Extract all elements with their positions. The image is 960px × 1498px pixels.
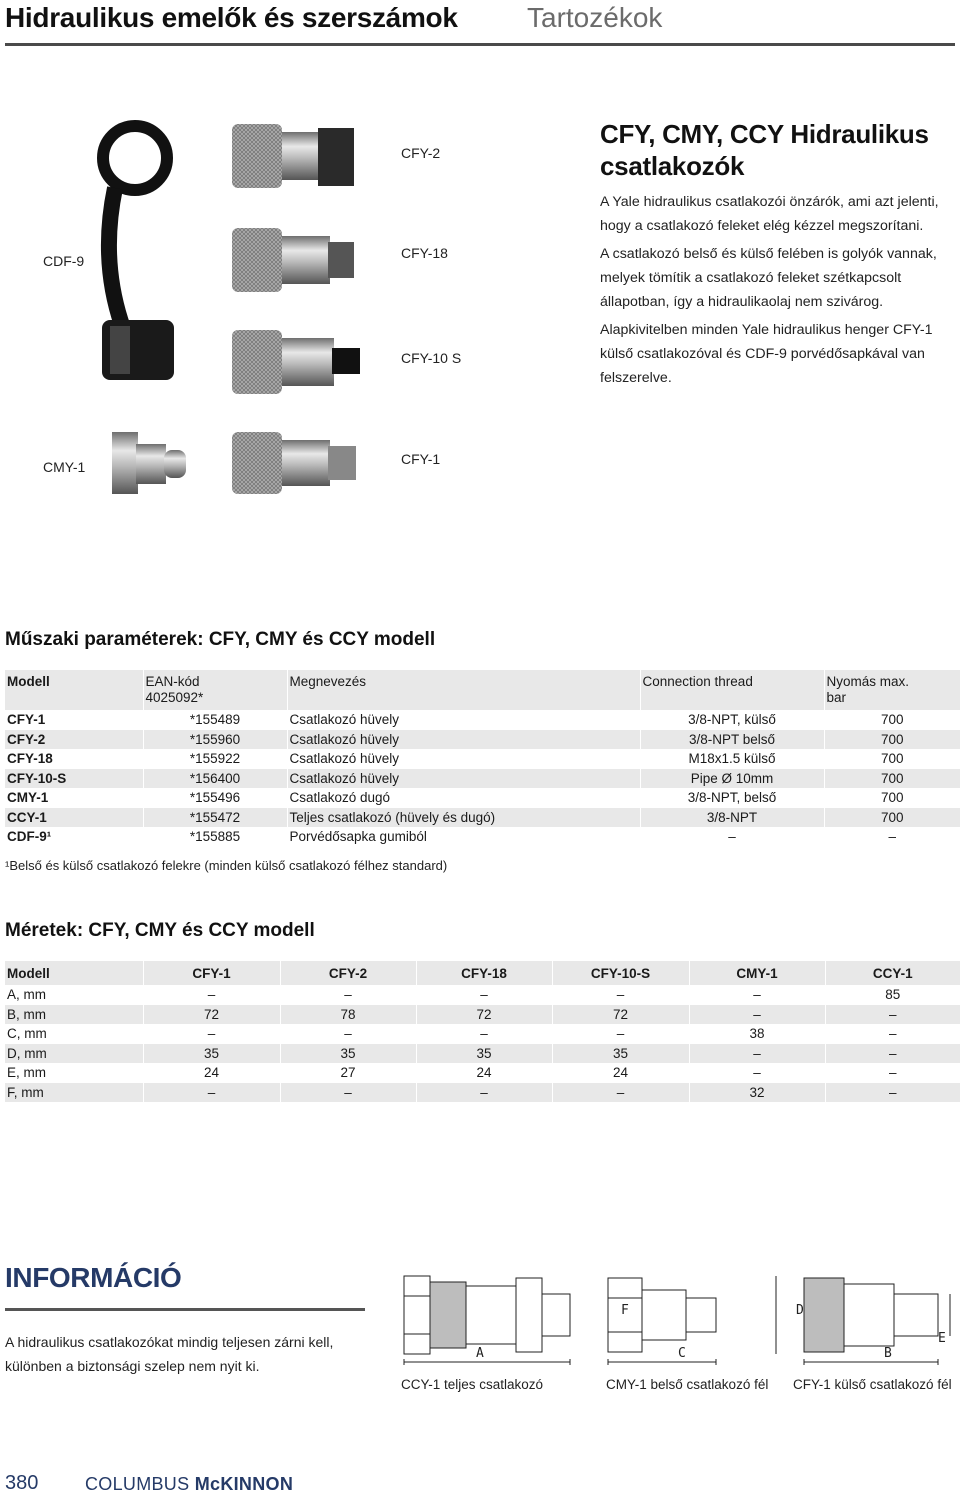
spec-cell-name: Csatlakozó hüvely [287, 710, 640, 730]
brand-part-2: McKINNON [194, 1474, 294, 1494]
spec-cell-pressure: 700 [824, 788, 960, 808]
spec-cell-model: CCY-1 [5, 808, 143, 828]
dim-table-title: Méretek: CFY, CMY és CCY modell [5, 920, 315, 941]
dim-table-header-row [5, 961, 960, 985]
dim-cell: – [825, 1024, 960, 1044]
spec-table-title: Műszaki paraméterek: CFY, CMY és CCY modell [5, 629, 436, 650]
label-cdf9: CDF-9 [43, 253, 85, 269]
brand-logo [85, 1474, 293, 1495]
spec-table-row [5, 769, 960, 789]
dim-table [5, 961, 960, 1102]
col-header-thread: Connection thread [640, 670, 824, 710]
dim-table-row [5, 1063, 960, 1083]
spec-table-row [5, 730, 960, 750]
dim-col-header: CFY-18 [416, 961, 552, 985]
dim-cell: D, mm [5, 1044, 143, 1064]
spec-cell-thread: – [640, 827, 824, 847]
cfy1-coupler-image [232, 432, 356, 494]
dim-col-header: CCY-1 [825, 961, 960, 985]
page-title: Hidraulikus emelők és szerszámok [5, 2, 458, 33]
spec-cell-model: CFY-10-S [5, 769, 143, 789]
dim-cell: C, mm [7, 1026, 47, 1041]
dim-cell: 72 [143, 1005, 280, 1025]
dim-cell: 32 [689, 1083, 825, 1103]
dim-cell: – [689, 985, 825, 1005]
dim-label-d: D [796, 1303, 804, 1318]
intro-paragraph-1: A Yale hidraulikus csatlakozói önzárók, ami azt jelenti, hogy a csatlakozó feleket elég kézzel megszorítani. [600, 194, 939, 234]
spec-cell-pressure: – [824, 827, 960, 847]
ccy1-drawing [404, 1276, 570, 1365]
dim-cell: – [689, 1063, 825, 1083]
spec-table-row [5, 788, 960, 808]
col-header-pressure-line2: bar [826, 690, 847, 705]
dim-cell: – [689, 1044, 825, 1064]
dim-col-header: CMY-1 [689, 961, 825, 985]
dim-cell: – [825, 1063, 960, 1083]
dim-cell: – [552, 1083, 689, 1103]
label-cfy10s: CFY-10 S [401, 350, 462, 366]
spec-cell-pressure: 700 [824, 730, 960, 750]
dim-label-e: E [938, 1331, 946, 1346]
dim-cell: 35 [416, 1044, 552, 1064]
dim-cell: E, mm [7, 1065, 46, 1080]
label-cfy1: CFY-1 [401, 451, 441, 467]
dim-table-row [5, 1005, 960, 1025]
dim-cell: 72 [416, 1005, 552, 1025]
spec-footnote: ¹Belső és külső csatlakozó felekre (minden külső csatlakozó félhez standard) [5, 858, 448, 873]
col-header-ean-line2: 4025092* [145, 690, 204, 705]
dim-cell: – [143, 1024, 280, 1044]
col-header-ean [143, 670, 287, 710]
dim-cell: – [143, 1083, 280, 1103]
drawing-caption-cmy1: CMY-1 belső csatlakozó fél [606, 1377, 769, 1392]
dim-cell: – [825, 1005, 960, 1025]
spec-cell-name: Csatlakozó dugó [287, 788, 640, 808]
intro-paragraph-2: A csatlakozó belső és külső felében is golyók vannak, melyek tömítik a csatlakozó feleket szétkapcsolt állapotban, így a hidraulikaolaj nem szivárog. [600, 246, 937, 310]
spec-cell-ean: *155496 [143, 788, 287, 808]
dim-cell: – [552, 1024, 689, 1044]
spec-cell-thread: 3/8-NPT [640, 808, 824, 828]
dim-cell: – [552, 985, 689, 1005]
cfy1-drawing [776, 1276, 950, 1365]
dim-cell: 24 [552, 1063, 689, 1083]
spec-cell-pressure: 700 [824, 749, 960, 769]
cdf9-dust-cap-image [102, 126, 174, 380]
dim-cell: – [280, 1083, 416, 1103]
cfy10s-coupler-image [232, 330, 360, 394]
dim-cell: 85 [825, 985, 960, 1005]
spec-cell-thread: 3/8-NPT, belső [640, 788, 824, 808]
dim-cell: 27 [280, 1063, 416, 1083]
spec-cell-name: Porvédősapka gumiból [287, 827, 640, 847]
spec-cell-thread: 3/8-NPT belső [640, 730, 824, 750]
spec-table-row [5, 710, 960, 730]
dim-cell: 24 [416, 1063, 552, 1083]
dim-cell: 78 [280, 1005, 416, 1025]
dim-table-row [5, 1083, 960, 1103]
dim-cell: – [416, 1083, 552, 1103]
spec-table-row [5, 827, 960, 847]
dim-label-b: B [884, 1346, 892, 1361]
dim-col-header: CFY-10-S [552, 961, 689, 985]
dim-cell: – [689, 1005, 825, 1025]
dim-cell: 72 [552, 1005, 689, 1025]
dim-cell: – [280, 985, 416, 1005]
label-cfy2: CFY-2 [401, 145, 441, 161]
info-divider [5, 1308, 365, 1311]
spec-cell-name: Csatlakozó hüvely [287, 749, 640, 769]
drawing-caption-ccy1: CCY-1 teljes csatlakozó [401, 1377, 544, 1392]
spec-cell-ean: *155885 [143, 827, 287, 847]
dim-cell: – [416, 985, 552, 1005]
dim-label-c: C [678, 1346, 686, 1361]
spec-cell-model: CMY-1 [7, 790, 49, 805]
dim-cell: F, mm [5, 1083, 143, 1103]
cfy18-coupler-image [232, 228, 354, 292]
spec-cell-model: CFY-18 [7, 751, 53, 766]
dim-label-f: F [621, 1303, 629, 1318]
page-number: 380 [5, 1472, 39, 1494]
spec-cell-ean: *155922 [143, 749, 287, 769]
dim-cell: A, mm [7, 987, 46, 1002]
col-header-pressure [824, 670, 960, 710]
cmy1-nipple-image [112, 432, 186, 494]
page-header [5, 0, 955, 46]
spec-cell-name: Teljes csatlakozó (hüvely és dugó) [287, 808, 640, 828]
dim-cell: 35 [143, 1044, 280, 1064]
spec-cell-name: Csatlakozó hüvely [287, 730, 640, 750]
dim-cell: – [143, 985, 280, 1005]
spec-cell-thread: Pipe Ø 10mm [640, 769, 824, 789]
section-title: Tartozékok [527, 2, 663, 33]
dim-col-header: CFY-2 [280, 961, 416, 985]
technical-drawings [398, 1268, 960, 1378]
intro-title: CFY, CMY, CCY Hidraulikus csatlakozók [600, 119, 929, 181]
label-cmy1: CMY-1 [43, 459, 86, 475]
dim-cell: – [280, 1024, 416, 1044]
label-cfy18: CFY-18 [401, 245, 448, 261]
dim-col-header: Modell [5, 961, 143, 985]
spec-cell-ean: *155472 [143, 808, 287, 828]
drawing-caption-cfy1: CFY-1 külső csatlakozó fél [793, 1377, 952, 1392]
dim-cell: 38 [689, 1024, 825, 1044]
intro-paragraph-3: Alapkivitelben minden Yale hidraulikus henger CFY-1 külső csatlakozóval és CDF-9 porvédősapkával van felszerelve. [600, 322, 933, 386]
dim-cell: – [825, 1083, 960, 1103]
info-title: INFORMÁCIÓ [5, 1262, 182, 1293]
spec-cell-ean: *155489 [143, 710, 287, 730]
dim-cell: 24 [143, 1063, 280, 1083]
dim-table-row [5, 1044, 960, 1064]
spec-cell-pressure: 700 [824, 808, 960, 828]
info-text: A hidraulikus csatlakozókat mindig teljesen zárni kell, különben a biztonsági szelep nem nyit ki. [5, 1334, 334, 1374]
spec-table-header-row [5, 670, 960, 710]
dim-table-row [5, 985, 960, 1005]
product-photos [60, 110, 380, 500]
spec-cell-name: Csatlakozó hüvely [287, 769, 640, 789]
spec-cell-thread: M18x1.5 külső [640, 749, 824, 769]
spec-cell-pressure: 700 [824, 769, 960, 789]
spec-table-row [5, 749, 960, 769]
spec-table [5, 670, 960, 847]
dim-cell: B, mm [5, 1005, 143, 1025]
intro-section [600, 118, 960, 394]
spec-cell-ean: *156400 [143, 769, 287, 789]
dim-table-row [5, 1024, 960, 1044]
col-header-name: Megnevezés [287, 670, 640, 710]
brand-part-1: COLUMBUS [85, 1474, 195, 1494]
spec-table-row [5, 808, 960, 828]
spec-cell-pressure: 700 [824, 710, 960, 730]
spec-cell-thread: 3/8-NPT, külső [640, 710, 824, 730]
spec-cell-ean: *155960 [143, 730, 287, 750]
cfy2-coupler-image [232, 124, 354, 188]
dim-cell: – [416, 1024, 552, 1044]
dim-cell: – [825, 1044, 960, 1064]
spec-cell-model: CDF-9¹ [7, 829, 52, 844]
col-header-ean-line1: EAN-kód [145, 674, 200, 689]
dim-col-header: CFY-1 [143, 961, 280, 985]
col-header-pressure-line1: Nyomás max. [826, 674, 910, 689]
dim-cell: 35 [280, 1044, 416, 1064]
cmy1-drawing [608, 1278, 716, 1365]
spec-cell-model: CFY-1 [7, 712, 46, 727]
dim-label-a: A [476, 1346, 484, 1361]
col-header-model: Modell [5, 670, 143, 710]
spec-cell-model: CFY-2 [5, 730, 143, 750]
dim-cell: 35 [552, 1044, 689, 1064]
